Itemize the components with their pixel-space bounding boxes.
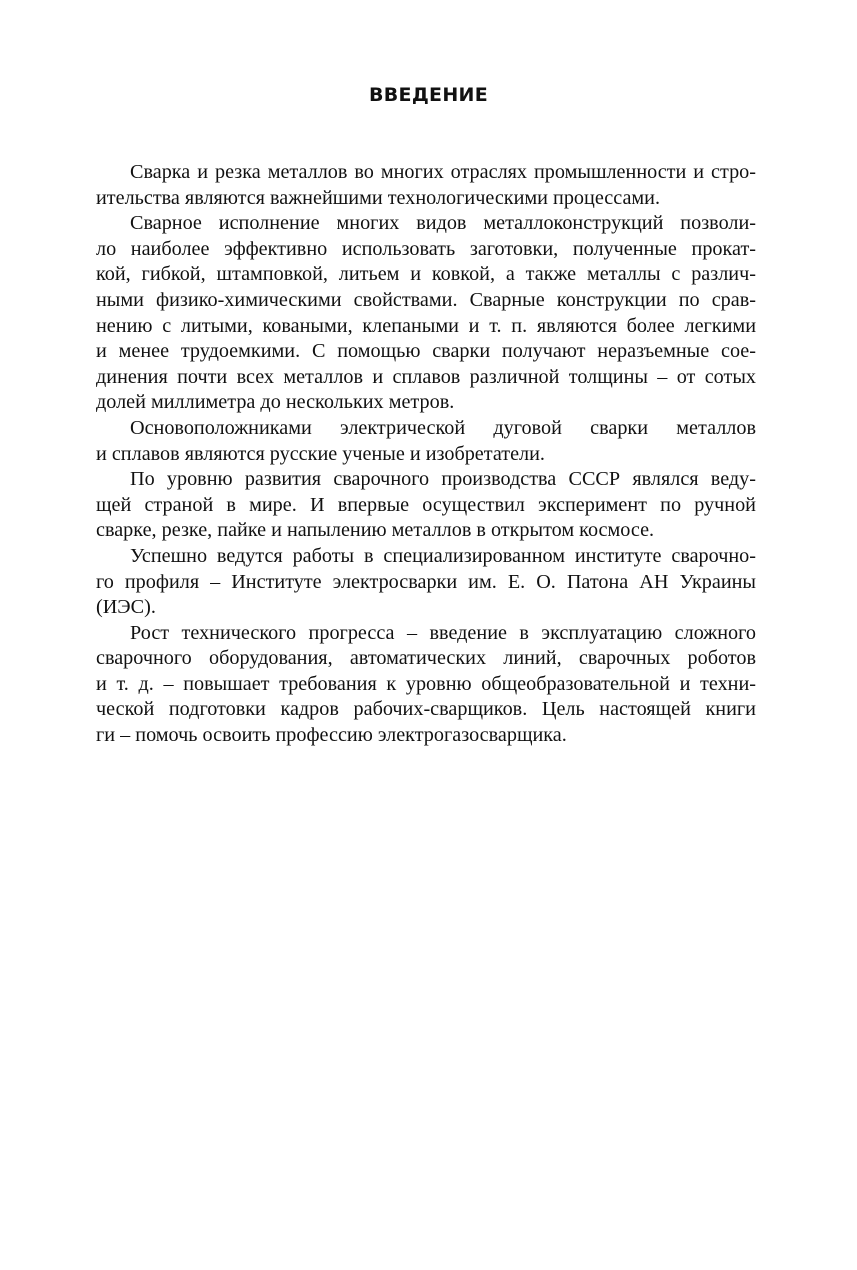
text-line: Сварка и резка металлов во многих отраслях промышленности и стро- bbox=[130, 161, 756, 183]
text-line: Успешно ведутся работы в специализированном институте сварочно- bbox=[130, 544, 756, 567]
paragraph-5 bbox=[96, 544, 756, 621]
paragraph-4 bbox=[96, 467, 756, 544]
paragraph-3 bbox=[96, 416, 756, 467]
text-line: Основоположниками электрической дуговой сварки металлов bbox=[130, 416, 756, 439]
paragraph-2 bbox=[96, 211, 756, 416]
text-line: ительства являются важнейшими технологическими процессами. bbox=[96, 186, 661, 209]
text-line: кой, гибкой, штамповкой, литьем и ковкой, а также металлы с различ- bbox=[96, 263, 756, 286]
paragraph-6 bbox=[96, 621, 756, 749]
text-line: ги – помочь освоить профессию электрогазосварщика. bbox=[96, 724, 567, 747]
text-line: и менее трудоемкими. С помощью сварки получают неразъемные сое- bbox=[96, 340, 756, 363]
page-title: ВВЕДЕНИЕ bbox=[368, 84, 489, 106]
text-line: щей страной в мире. И впервые осуществил эксперимент по ручной bbox=[96, 493, 756, 516]
text-line: динения почти всех металлов и сплавов различной толщины – от сотых bbox=[96, 365, 756, 388]
paragraph-1 bbox=[96, 160, 756, 211]
text-line: ными физико-химическими свойствами. Сварные конструкции по срав- bbox=[96, 288, 756, 311]
text-line: Рост технического прогресса – введение в эксплуатацию сложного bbox=[130, 621, 756, 644]
text-line: По уровню развития сварочного производства СССР являлся веду- bbox=[130, 468, 756, 491]
text-line: и сплавов являются русские ученые и изобретатели. bbox=[96, 442, 545, 465]
text-line: долей миллиметра до нескольких метров. bbox=[96, 391, 455, 414]
text-line: (ИЭС). bbox=[96, 596, 156, 619]
text-line: сварочного оборудования, автоматических линий, сварочных роботов bbox=[96, 647, 756, 670]
text-line: и т. д. – повышает требования к уровню общеобразовательной и техни- bbox=[96, 672, 756, 695]
body-text bbox=[96, 160, 756, 749]
text-line: сварке, резке, пайке и напылению металлов в открытом космосе. bbox=[96, 519, 655, 542]
text-line: ческой подготовки кадров рабочих-сварщиков. Цель настоящей книги bbox=[96, 698, 756, 721]
text-line: Сварное исполнение многих видов металлоконструкций позволи- bbox=[130, 212, 756, 235]
text-line: нению с литыми, коваными, клепаными и т. п. являются более легкими bbox=[96, 314, 756, 337]
text-line: ло наиболее эффективно использовать заготовки, полученные прокат- bbox=[96, 237, 756, 260]
text-line: го профиля – Институте электросварки им. Е. О. Патона АН Украины bbox=[96, 570, 756, 593]
